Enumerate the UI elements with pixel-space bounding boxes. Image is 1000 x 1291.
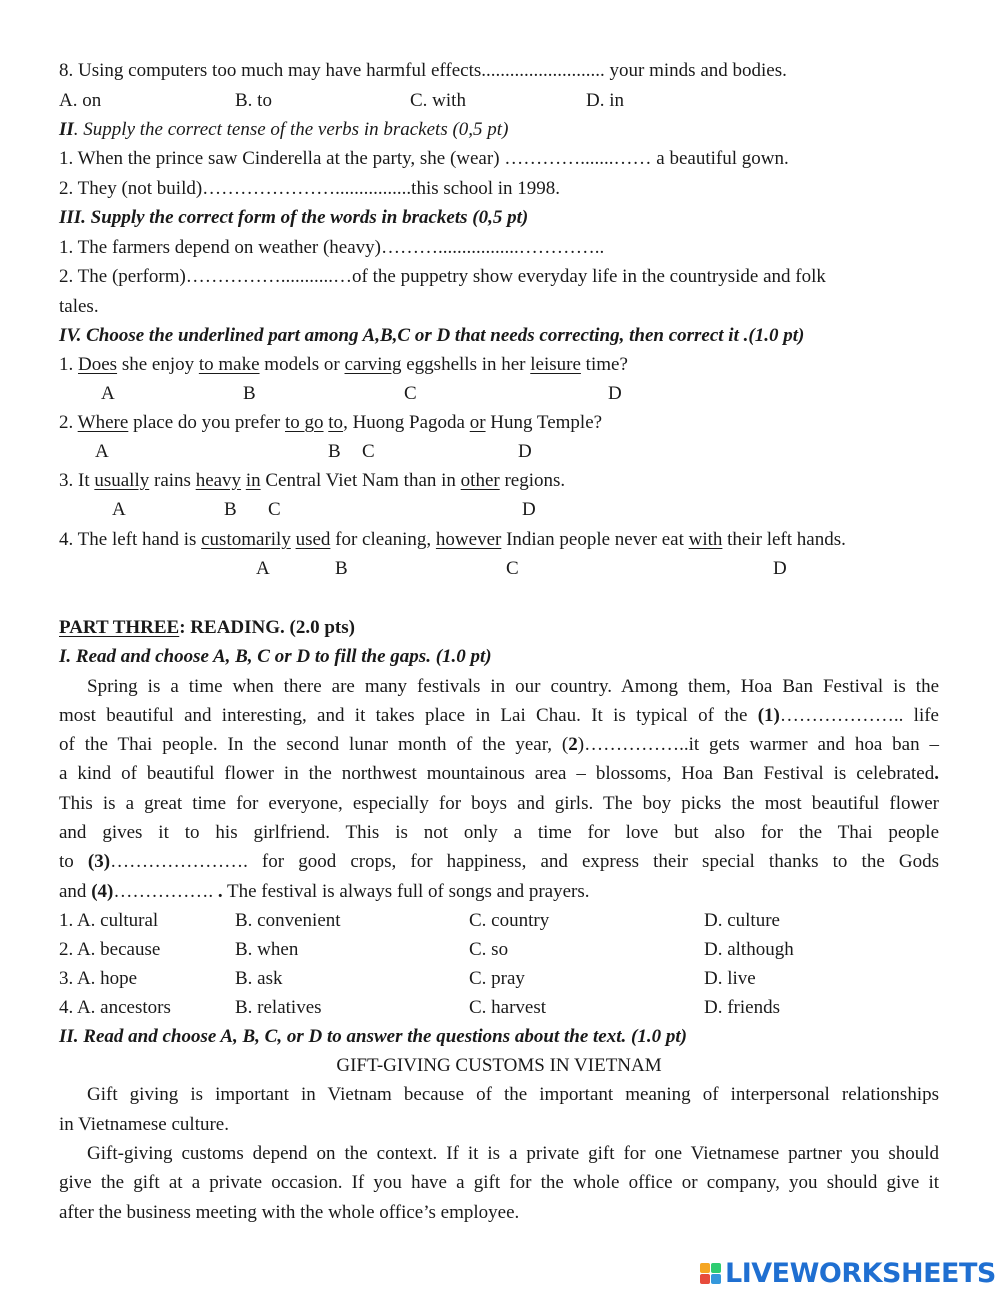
- q4-label-b: B: [335, 558, 348, 579]
- q1-label-a: A: [101, 383, 115, 404]
- q2-label-a: A: [95, 441, 109, 462]
- part-a: customarily: [201, 529, 291, 550]
- choice-2-d: D. although: [704, 939, 794, 960]
- choice-3-d: D. live: [704, 968, 756, 989]
- q-text: 2.: [59, 412, 78, 433]
- q-text: rains: [149, 470, 196, 491]
- q-text: , Huong Pagoda: [343, 412, 470, 433]
- q-text: models or: [259, 354, 345, 375]
- section-2-item-2: 2. They (not build)…………………................this school in 1998.: [59, 178, 561, 199]
- gap-4: (4): [91, 881, 114, 902]
- section-3-item-2: 2. The (perform)……………...........…of the puppetry show everyday life in the countryside and folk: [59, 266, 826, 287]
- part-b: to go: [285, 412, 324, 433]
- passage-text: .: [217, 881, 223, 902]
- q2-label-d: D: [518, 441, 532, 462]
- choice-1-c: C. country: [469, 910, 550, 931]
- liveworksheets-logo-text: LIVEWORKSHEETS: [725, 1257, 996, 1289]
- q8-option-a: A. on: [59, 90, 102, 111]
- passage-text: ……………….. life: [779, 705, 939, 726]
- text-p1-line-1: Gift giving is important in Vietnam because of the important meaning of interpersonal relationships: [87, 1084, 939, 1105]
- q4-label-a: A: [256, 558, 270, 579]
- q3-label-a: A: [112, 499, 126, 520]
- part-b: heavy: [195, 470, 242, 491]
- part-three-rest: : READING. (2.0 pts): [179, 617, 355, 638]
- q2-label-c: C: [362, 441, 375, 462]
- choice-2-a: 2. A. because: [59, 939, 161, 960]
- q1-label-b: B: [243, 383, 256, 404]
- error-question-4: [59, 529, 846, 551]
- passage-text: and: [59, 881, 92, 902]
- choice-2-c: C. so: [469, 939, 509, 960]
- choice-3-b: B. ask: [235, 968, 283, 989]
- q3-label-c: C: [268, 499, 281, 520]
- section-2-roman: II: [59, 119, 74, 140]
- q-text: eggshells in her: [401, 354, 531, 375]
- q8-option-d: D. in: [586, 90, 624, 111]
- passage-text: .: [934, 763, 939, 784]
- gap-2: 2: [568, 734, 578, 755]
- passage-line-5: This is a great time for everyone, especially for boys and girls. The boy picks the most beautiful flower: [59, 793, 939, 814]
- choice-4-d: D. friends: [704, 997, 780, 1018]
- liveworksheets-logo-icon: [700, 1263, 721, 1284]
- passage-text: a kind of beautiful flower in the northwest mountainous area – blossoms, Hoa Ban Festival is celebrated: [59, 763, 935, 784]
- text-p1-line-2: in Vietnamese culture.: [59, 1114, 229, 1135]
- part-three-heading: [59, 617, 355, 639]
- text-p2-line-3: after the business meeting with the whole office’s employee.: [59, 1202, 520, 1223]
- gap-1: (1): [757, 705, 780, 726]
- choice-3-a: 3. A. hope: [59, 968, 138, 989]
- q-text: 3. It: [59, 470, 95, 491]
- section-3-item-2-cont: tales.: [59, 296, 99, 317]
- reading-2-heading: II. Read and choose A, B, C, or D to answer the questions about the text. (1.0 pt): [59, 1026, 687, 1047]
- section-2-title: . Supply the correct tense of the verbs in brackets (0,5 pt): [73, 119, 509, 140]
- q8-option-b: B. to: [235, 90, 272, 111]
- choice-1-b: B. convenient: [235, 910, 341, 931]
- part-b: to make: [198, 354, 260, 375]
- error-question-3: [59, 470, 565, 492]
- text-title: GIFT-GIVING CUSTOMS IN VIETNAM: [336, 1055, 662, 1076]
- q-text: their left hands.: [722, 529, 846, 550]
- choice-4-c: C. harvest: [469, 997, 547, 1018]
- q-text: place do you prefer: [128, 412, 285, 433]
- q1-label-c: C: [404, 383, 417, 404]
- reading-1-heading: I. Read and choose A, B, C or D to fill the gaps. (1.0 pt): [59, 646, 492, 667]
- section-3-item-1: 1. The farmers depend on weather (heavy)……….................…………..: [59, 237, 605, 258]
- passage-line-2: [59, 705, 939, 727]
- q-text: Central Viet Nam than in: [260, 470, 461, 491]
- question-8-stem: 8. Using computers too much may have harmful effects.......................... your minds and bodies.: [59, 60, 787, 81]
- q-text: 4. The left hand is: [59, 529, 202, 550]
- q8-option-c: C. with: [410, 90, 466, 111]
- q-text: time?: [580, 354, 628, 375]
- choice-4-a: 4. A. ancestors: [59, 997, 171, 1018]
- part-d: or: [469, 412, 486, 433]
- q-text: Indian people never eat: [501, 529, 689, 550]
- q-text: Hung Temple?: [485, 412, 603, 433]
- q3-label-d: D: [522, 499, 536, 520]
- passage-text: The festival is always full of songs and prayers.: [222, 881, 590, 902]
- passage-text: …………………. for good crops, for happiness, and express their special thanks to the Gods: [110, 851, 939, 872]
- section-2-heading: [59, 119, 508, 141]
- q-text: 1.: [59, 354, 78, 375]
- error-question-2: [59, 412, 602, 434]
- part-d: with: [688, 529, 723, 550]
- passage-text: )……………..it gets warmer and hoa ban –: [577, 734, 940, 755]
- q4-label-c: C: [506, 558, 519, 579]
- part-a: usually: [94, 470, 150, 491]
- part-b: used: [295, 529, 331, 550]
- text-p2-line-1: Gift-giving customs depend on the context. If it is a private gift for one Vietnamese partner you should: [87, 1143, 939, 1164]
- part-a: Does: [78, 354, 118, 375]
- part-c: to: [328, 412, 344, 433]
- passage-text: to: [59, 851, 88, 872]
- part-c: however: [435, 529, 502, 550]
- choice-1-d: D. culture: [704, 910, 780, 931]
- section-4-heading: IV. Choose the underlined part among A,B,C or D that needs correcting, then correct it .(1.0 pt): [59, 325, 805, 346]
- choice-4-b: B. relatives: [235, 997, 322, 1018]
- passage-line-7: [59, 851, 939, 873]
- part-c: in: [245, 470, 261, 491]
- part-d: other: [460, 470, 500, 491]
- passage-text: of the Thai people. In the second lunar month of the year, (: [59, 734, 569, 755]
- q-text: regions.: [499, 470, 566, 491]
- passage-line-6: and gives it to his girlfriend. This is not only a time for love but also for the Thai people: [59, 822, 939, 843]
- choice-2-b: B. when: [235, 939, 299, 960]
- part-d: leisure: [530, 354, 581, 375]
- liveworksheets-logo: [700, 1258, 996, 1288]
- passage-line-1: Spring is a time when there are many festivals in our country. Among them, Hoa Ban Festival is the: [87, 676, 939, 697]
- part-c: carving: [344, 354, 402, 375]
- passage-text: …………….: [113, 881, 218, 902]
- part-three-label: PART THREE: [59, 617, 180, 638]
- passage-line-8: [59, 881, 590, 903]
- part-a: Where: [77, 412, 129, 433]
- q2-label-b: B: [328, 441, 341, 462]
- q3-label-b: B: [224, 499, 237, 520]
- q-text: for cleaning,: [330, 529, 436, 550]
- passage-text: most beautiful and interesting, and it takes place in Lai Chau. It is typical of the: [59, 705, 758, 726]
- text-p2-line-2: give the gift at a private occasion. If you have a gift for the whole office or company, you should give it: [59, 1172, 939, 1193]
- choice-3-c: C. pray: [469, 968, 525, 989]
- q-text: she enjoy: [117, 354, 199, 375]
- gap-3: (3): [87, 851, 111, 872]
- section-2-item-1: 1. When the prince saw Cinderella at the party, she (wear) ………….......…… a beautiful gown.: [59, 148, 789, 169]
- q1-label-d: D: [608, 383, 622, 404]
- choice-1-a: 1. A. cultural: [59, 910, 159, 931]
- passage-line-3: [59, 734, 939, 756]
- section-3-heading: III. Supply the correct form of the words in brackets (0,5 pt): [59, 207, 529, 228]
- passage-line-4: [59, 763, 939, 785]
- q4-label-d: D: [773, 558, 787, 579]
- error-question-1: [59, 354, 628, 376]
